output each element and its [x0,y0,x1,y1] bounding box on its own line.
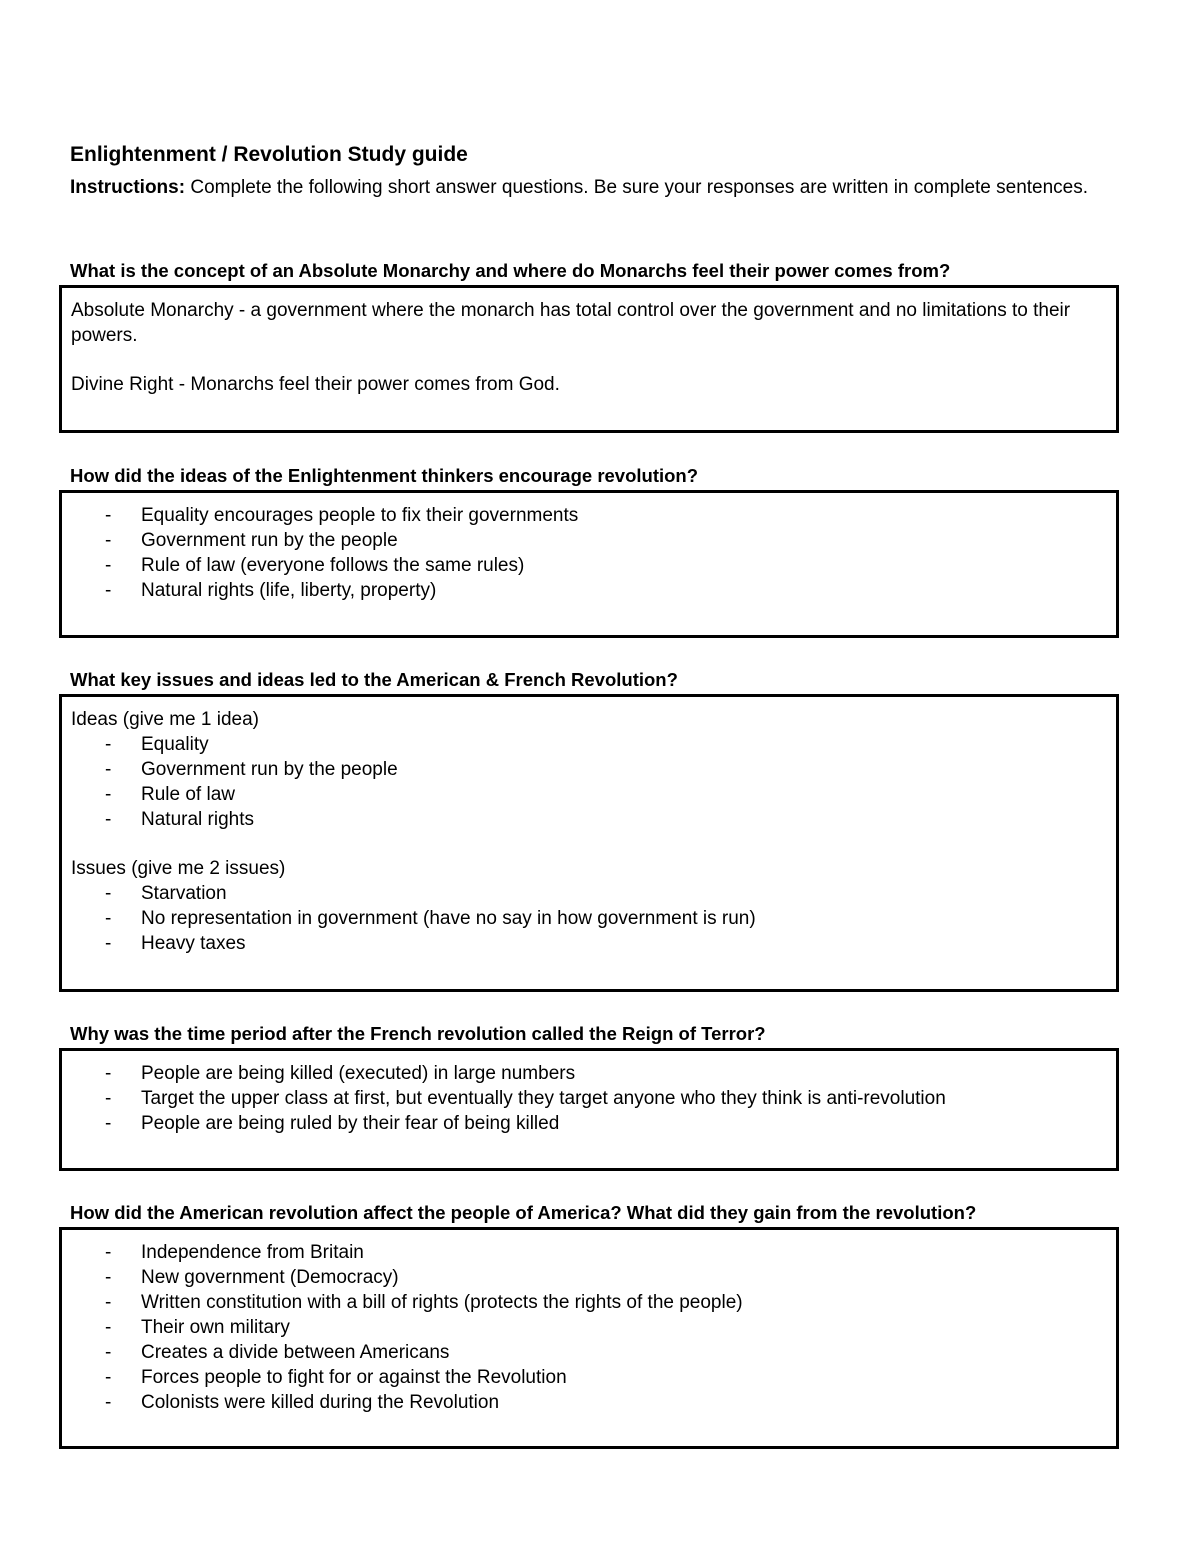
answer-box-2[interactable] [59,490,1119,638]
list-item-text: People are being ruled by their fear of being killed [141,1113,560,1134]
ideas-heading: Ideas (give me 1 idea) [71,709,259,730]
list-item-text: Forces people to fight for or against the Revolution [141,1367,567,1388]
dash-bullet: - [105,734,112,755]
list-item-text: People are being killed (executed) in large numbers [141,1063,576,1084]
list-item-text: Starvation [141,883,227,904]
dash-bullet: - [105,580,112,601]
dash-bullet: - [105,555,112,576]
dash-bullet: - [105,1392,112,1413]
dash-bullet: - [105,1113,112,1134]
answer-4-list [71,1061,1107,1136]
list-item-text: Natural rights (life, liberty, property) [141,580,437,601]
question-5: How did the American revolution affect the people of America? What did they gain from the revolution? [70,1202,977,1223]
dash-bullet: - [105,1367,112,1388]
dash-bullet: - [105,1317,112,1338]
answer-box-1[interactable] [59,285,1119,433]
question-2: How did the ideas of the Enlightenment thinkers encourage revolution? [70,465,699,486]
list-item [71,1315,1107,1340]
list-item-text: Target the upper class at first, but eventually they target anyone who they think is anti-revolution [141,1088,946,1109]
answer-box-3[interactable] [59,694,1119,992]
list-item [71,1086,1107,1111]
dash-bullet: - [105,908,112,929]
dash-bullet: - [105,933,112,954]
dash-bullet: - [105,1242,112,1263]
list-item-text: Independence from Britain [141,1242,364,1263]
list-item [71,1390,1107,1415]
list-item-text: Equality encourages people to fix their governments [141,505,579,526]
list-item [71,906,1107,931]
list-item [71,1240,1107,1265]
list-item [71,782,1107,807]
list-item [71,732,1107,757]
answer-2-list [71,503,1107,603]
dash-bullet: - [105,1267,112,1288]
dash-bullet: - [105,505,112,526]
list-item [71,1265,1107,1290]
list-item [71,1290,1107,1315]
list-item-text: Equality [141,734,209,755]
list-item [71,931,1107,956]
list-item [71,578,1107,603]
list-item-text: Natural rights [141,809,254,830]
instructions-label: Instructions: [70,177,186,198]
answer-box-4[interactable] [59,1048,1119,1171]
list-item [71,553,1107,578]
dash-bullet: - [105,1063,112,1084]
dash-bullet: - [105,809,112,830]
question-3: What key issues and ideas led to the American & French Revolution? [70,669,678,690]
list-item-text: New government (Democracy) [141,1267,399,1288]
dash-bullet: - [105,1088,112,1109]
list-item-text: No representation in government (have no say in how government is run) [141,908,756,929]
issues-heading: Issues (give me 2 issues) [71,858,286,879]
dash-bullet: - [105,784,112,805]
list-item [71,1061,1107,1086]
list-item [71,503,1107,528]
instructions [70,173,1130,202]
ideas-list [71,732,1107,832]
list-item [71,1340,1107,1365]
list-item-text: Rule of law [141,784,235,805]
list-item-text: Rule of law (everyone follows the same rules) [141,555,525,576]
list-item [71,881,1107,906]
list-item [71,1365,1107,1390]
list-item-text: Heavy taxes [141,933,246,954]
list-item [71,528,1107,553]
document-title: Enlightenment / Revolution Study guide [70,143,468,166]
list-item-text: Government run by the people [141,759,398,780]
dash-bullet: - [105,1342,112,1363]
dash-bullet: - [105,1292,112,1313]
list-item-text: Colonists were killed during the Revolution [141,1392,500,1413]
list-item-text: Written constitution with a bill of rights (protects the rights of the people) [141,1292,743,1313]
list-item [71,757,1107,782]
question-1: What is the concept of an Absolute Monarchy and where do Monarchs feel their power comes from? [70,260,951,281]
issues-list [71,881,1107,956]
dash-bullet: - [105,759,112,780]
dash-bullet: - [105,530,112,551]
answer-1-paragraph: Divine Right - Monarchs feel their power comes from God. [71,374,560,395]
answer-5-list [71,1240,1107,1415]
list-item-text: Creates a divide between Americans [141,1342,450,1363]
list-item [71,1111,1107,1136]
instructions-text: Complete the following short answer questions. Be sure your responses are written in complete sentences. [185,177,1089,198]
answer-1-paragraph: Absolute Monarchy - a government where the monarch has total control over the government and no limitations to their powers. [71,300,1071,346]
question-4: Why was the time period after the French revolution called the Reign of Terror? [70,1023,766,1044]
list-item [71,807,1107,832]
dash-bullet: - [105,883,112,904]
answer-box-5[interactable] [59,1227,1119,1449]
list-item-text: Their own military [141,1317,290,1338]
list-item-text: Government run by the people [141,530,398,551]
